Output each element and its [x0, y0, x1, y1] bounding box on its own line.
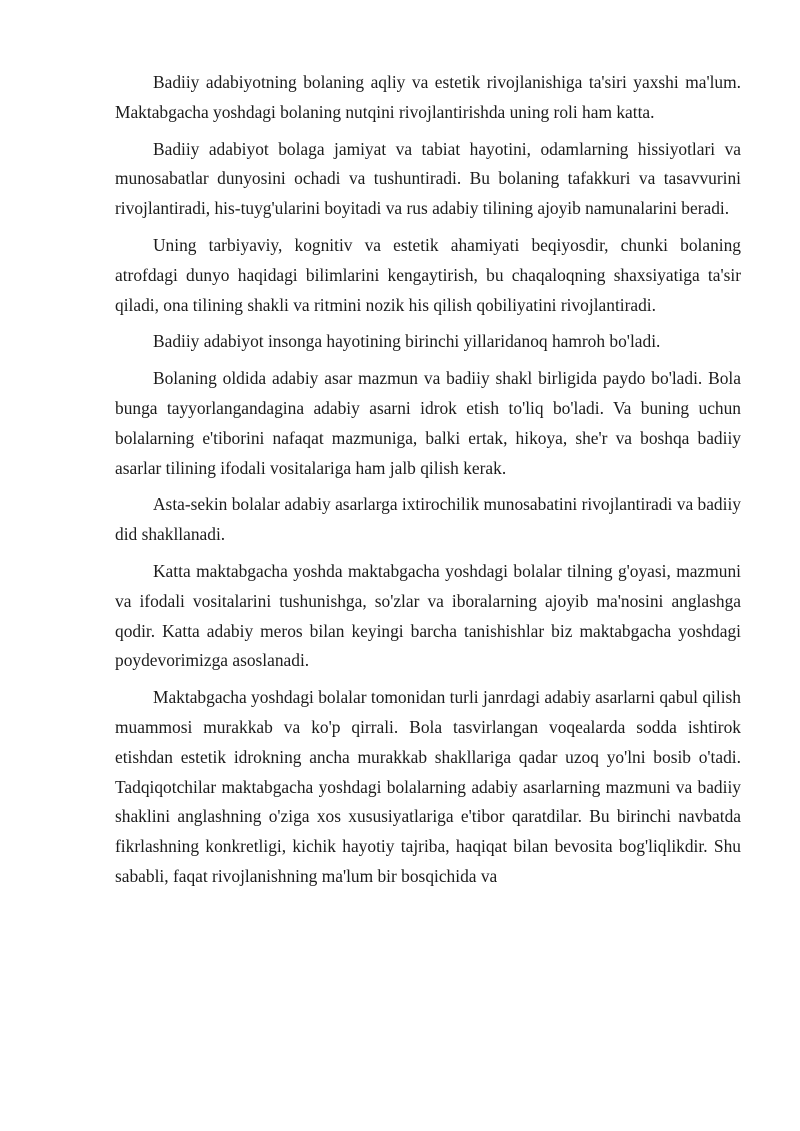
document-page: [115, 68, 741, 899]
paragraph: Uning tarbiyaviy, kognitiv va estetik ahamiyati beqiyosdir, chunki bolaning atrofdagi dunyo haqidagi bilimlarini kengaytirish, bu chaqaloqning shaxsiyatiga ta'sir qiladi, ona tilining shakli va ritmini nozik his qilish qobiliyatini rivojlantiradi.: [115, 234, 741, 315]
paragraph: Maktabgacha yoshdagi bolalar tomonidan turli janrdagi adabiy asarlarni qabul qilish muammosi murakkab va ko'p qirrali. Bola tasvirlangan voqealarda sodda ishtirok etishdan estetik idrokning ancha murakkab shakllariga qadar uzoq yo'lni bosib o'tadi. Tadqiqotchilar maktabgacha yoshdagi bolalarning adabiy asarlarning mazmuni va badiiy shaklini anglashning o'ziga xos xususiyatlariga e'tibor qaratdilar. Bu birinchi navbatda fikrlashning konkretligi, kichik hayotiy tajriba, haqiqat bilan bevosita bog'liqlikdir. Shu sababli, faqat rivojlanishning ma'lum bir bosqichida va: [115, 687, 741, 886]
paragraph: Badiiy adabiyot bolaga jamiyat va tabiat hayotini, odamlarning hissiyotlari va munosabatlar dunyosini ochadi va tushuntiradi. Bu bolaning tafakkuri va tasavvurini rivojlantiradi, his-tuyg'ularini boyitadi va rus adabiy tilining ajoyib namunalarini beradi.: [115, 138, 741, 219]
paragraph: Badiiy adabiyotning bolaning aqliy va estetik rivojlanishiga ta'siri yaxshi ma'lum. Maktabgacha yoshdagi bolaning nutqini rivojlantirishda uning roli ham katta.: [115, 72, 741, 122]
paragraph: Bolaning oldida adabiy asar mazmun va badiiy shakl birligida paydo bo'ladi. Bola bunga tayyorlangandagina adabiy asarni idrok etish to'liq bo'ladi. Va buning uchun bolalarning e'tiborini nafaqat mazmuniga, balki ertak, hikoya, she'r va boshqa badiiy asarlar tilining ifodali vositalariga ham jalb qilish kerak.: [115, 368, 741, 478]
paragraph: Badiiy adabiyot insonga hayotining birinchi yillaridanoq hamroh bo'ladi.: [153, 331, 661, 352]
paragraph: Asta-sekin bolalar adabiy asarlarga ixtirochilik munosabatini rivojlantiradi va badiiy did shakllanadi.: [115, 494, 741, 545]
paragraph: Katta maktabgacha yoshda maktabgacha yoshdagi bolalar tilning g'oyasi, mazmuni va ifodali vositalarini tushunishga, so'zlar va iboralarning ajoyib ma'nosini anglashga qodir. Katta adabiy meros bilan keyingi barcha tanishishlar biz maktabgacha yoshdagi poydevorimizga asoslanadi.: [115, 560, 741, 671]
